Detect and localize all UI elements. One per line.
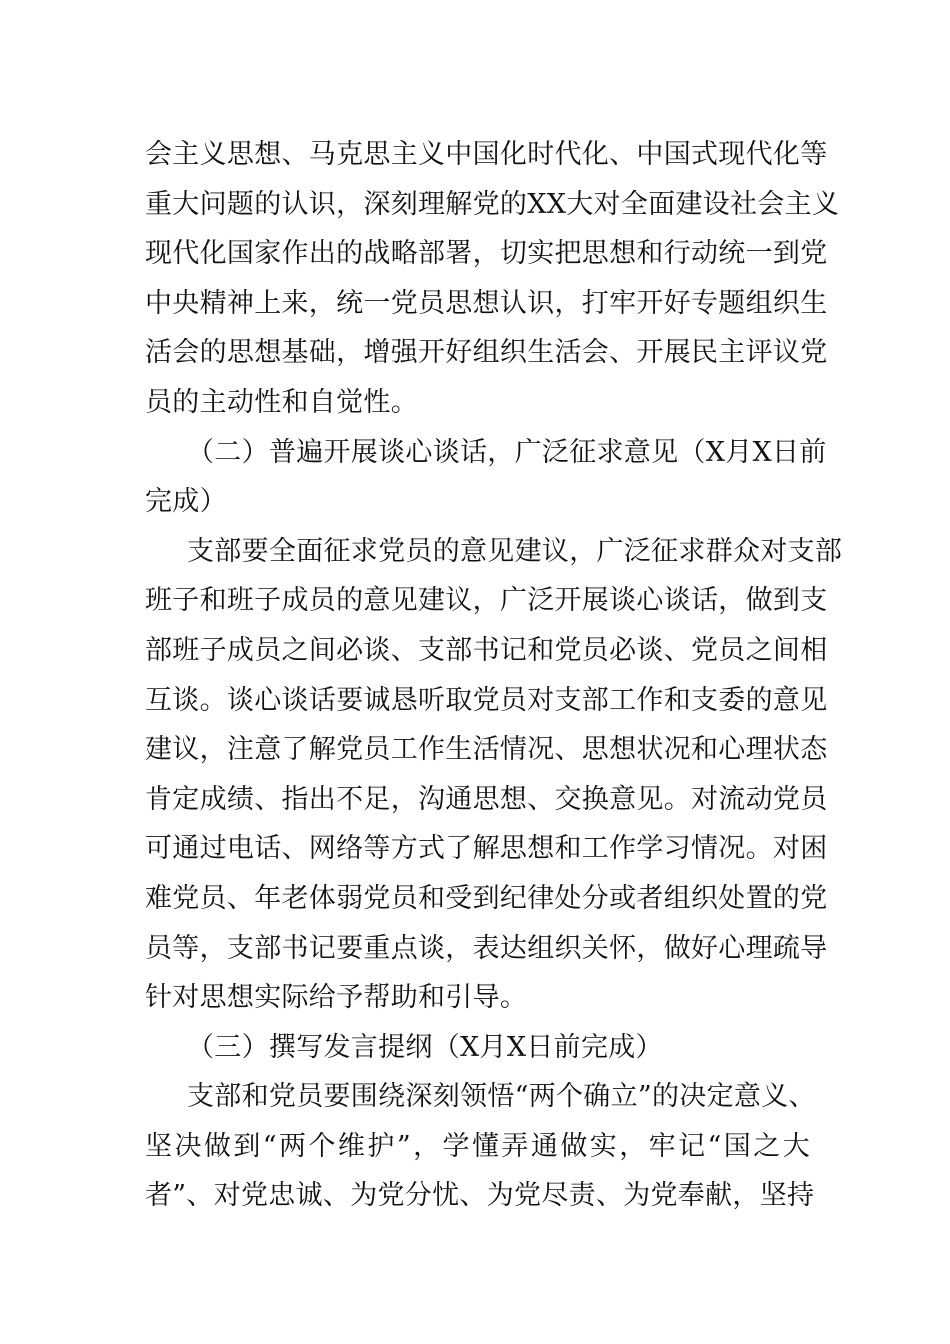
text-line-6: 员的主动性和自觉性。	[145, 386, 418, 418]
text-line-4: 中央精神上来，统一党员思想认识，打牢开好专题组织生	[145, 287, 828, 319]
text-line-17: 员等，支部书记要重点谈，表达组织关怀，做好心理疏导	[145, 932, 828, 964]
text-line-21: 坚决做到“两个维护”，学懂弄通做实，牢记“国之大	[145, 1130, 810, 1162]
document-body	[145, 130, 843, 1221]
text-line-9: 支部要全面征求党员的意见建议，广泛征求群众对支部	[187, 535, 843, 567]
text-line-2: 重大问题的认识，深刻理解党的XX大对全面建设社会主义	[145, 188, 840, 220]
text-line-5: 活会的思想基础，增强开好组织生活会、开展民主评议党	[145, 337, 828, 369]
text-line-1: 会主义思想、马克思主义中国化时代化、中国式现代化等	[145, 139, 828, 170]
text-line-15: 可通过电话、网络等方式了解思想和工作学习情况。对困	[145, 833, 828, 865]
text-line-10: 班子和班子成员的意见建议，广泛开展谈心谈话，做到支	[145, 585, 828, 617]
text-line-14: 肯定成绩、指出不足，沟通思想、交换意见。对流动党员	[145, 783, 828, 815]
text-line-18: 针对思想实际给予帮助和引导。	[145, 982, 528, 1014]
text-line-16: 难党员、年老体弱党员和受到纪律处分或者组织处置的党	[145, 882, 828, 914]
text-line-11: 部班子成员之间必谈、支部书记和党员必谈、党员之间相	[145, 634, 828, 666]
text-line-22: 者”、对党忠诚、为党分忧、为党尽责、为党奉献，坚持	[145, 1180, 815, 1212]
section-heading-2: （二）普遍开展谈心谈话，广泛征求意见（X月X日前	[187, 436, 827, 468]
text-line-12: 互谈。谈心谈话要诚恳听取党员对支部工作和支委的意见	[145, 684, 828, 716]
section-heading-3: （三）撰写发言提纲（X月X日前完成）	[187, 1031, 663, 1063]
section-heading-2-cont: 完成）	[145, 486, 227, 518]
text-line-20: 支部和党员要围绕深刻领悟“两个确立”的决定意义、	[187, 1081, 816, 1113]
text-line-13: 建议，注意了解党员工作生活情况、思想状况和心理状态	[145, 734, 828, 766]
text-line-3: 现代化国家作出的战略部署，切实把思想和行动统一到党	[145, 238, 828, 270]
